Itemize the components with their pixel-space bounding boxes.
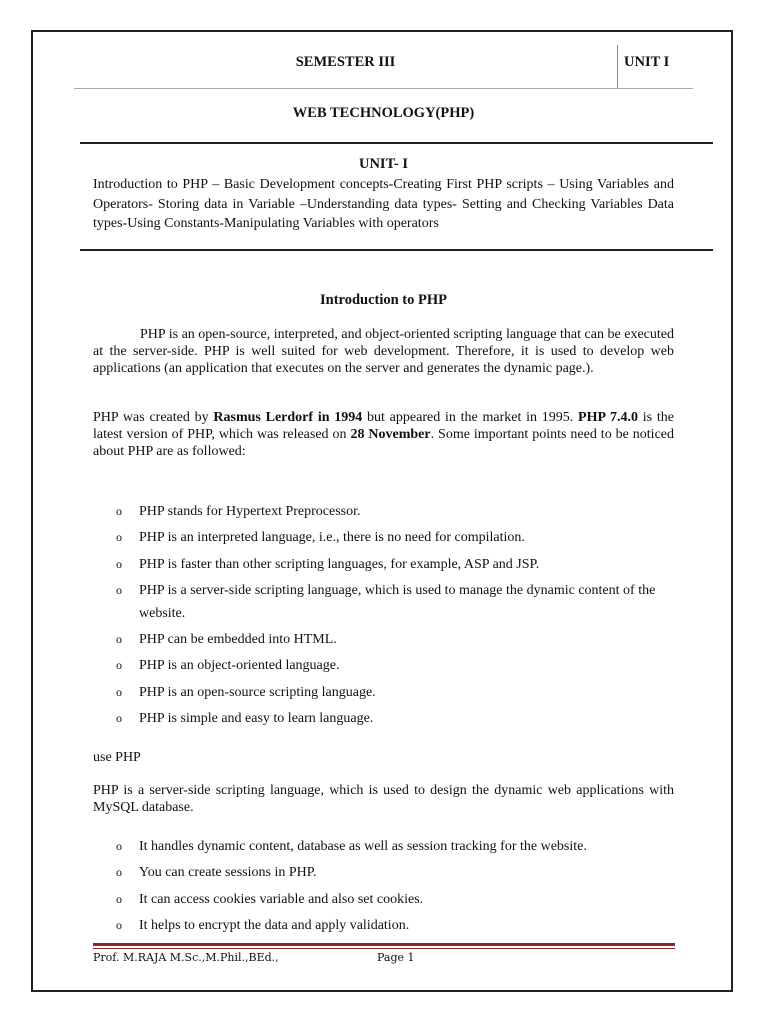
page-number: Page 1 (377, 951, 415, 964)
list-item: o You can create sessions in PHP. (93, 861, 674, 884)
bullet-icon: o (116, 891, 122, 906)
syllabus-text: Introduction to PHP – Basic Development concepts-Creating First PHP scripts – Using Variables and Operators- Storing data in Variable –Understanding data types- Setting and Checking Variables Data types-Using Constants-Manipulating Variables with operators (93, 177, 674, 231)
syllabus-top-rule (80, 142, 713, 144)
history-paragraph: PHP was created by Rasmus Lerdorf in 1994 but appeared in the market in 1995. PHP 7.4.0 is the latest version of PHP, which was released on 28 November. Some important points need to be noticed about PHP are as followed: (93, 410, 675, 459)
subject-title: WEB TECHNOLOGY(PHP) (292, 105, 475, 121)
bullet-icon: o (116, 917, 122, 932)
bullet-icon: o (116, 711, 122, 726)
bullet-icon: o (116, 556, 122, 571)
list-item: o It handles dynamic content, database as well as session tracking for the website. (93, 835, 674, 858)
bullet-icon: o (116, 684, 122, 699)
list-item: o PHP is an interpreted language, i.e., there is no need for compilation. (93, 526, 674, 549)
header-rule (74, 88, 693, 89)
header-divider (617, 45, 618, 88)
header-unit: UNIT I (624, 54, 670, 70)
bullet-icon: o (116, 530, 122, 545)
footer-rule (93, 943, 675, 946)
bullet-icon: o (116, 632, 122, 647)
footer-author: Prof. M.RAJA M.Sc.,M.Phil.,BEd., (93, 951, 279, 964)
php-points-list (93, 500, 674, 733)
list-item: o It can access cookies variable and also set cookies. (93, 888, 674, 911)
list-item: o PHP is an open-source scripting language. (93, 681, 674, 704)
list-item: o PHP is an object-oriented language. (93, 654, 674, 677)
list-item: o PHP can be embedded into HTML. (93, 628, 674, 651)
header-semester: SEMESTER III (295, 54, 396, 70)
intro-paragraph: PHP is an open-source, interpreted, and object-oriented scripting language that can be executed at the server-side. PHP is well suited for web development. Therefore, it is used to develop web applications (an application that executes on the server and generates the dynamic page.). (93, 327, 674, 376)
list-item: o PHP is faster than other scripting languages, for example, ASP and JSP. (93, 553, 674, 576)
usage-paragraph: PHP is a server-side scripting language, which is used to design the dynamic web applications with MySQL database. (93, 783, 674, 815)
list-item: o PHP stands for Hypertext Preprocessor. (93, 500, 674, 523)
list-item: o It helps to encrypt the data and apply validation. (93, 914, 674, 937)
bullet-icon: o (116, 865, 122, 880)
bullet-icon: o (116, 504, 122, 518)
bullet-icon: o (116, 839, 122, 853)
section-title: Introduction to PHP (319, 292, 448, 308)
php-uses-list (93, 835, 674, 940)
syllabus-bottom-rule (80, 249, 713, 251)
list-item: o PHP is a server-side scripting language, which is used to manage the dynamic content of the website. (93, 579, 674, 625)
bullet-icon: o (116, 658, 122, 673)
use-php-heading: use PHP (93, 750, 141, 765)
syllabus-title: UNIT- I (358, 156, 409, 172)
bullet-icon: o (116, 582, 122, 597)
footer-rule-thin (93, 948, 675, 949)
list-item: o PHP is simple and easy to learn language. (93, 707, 674, 730)
